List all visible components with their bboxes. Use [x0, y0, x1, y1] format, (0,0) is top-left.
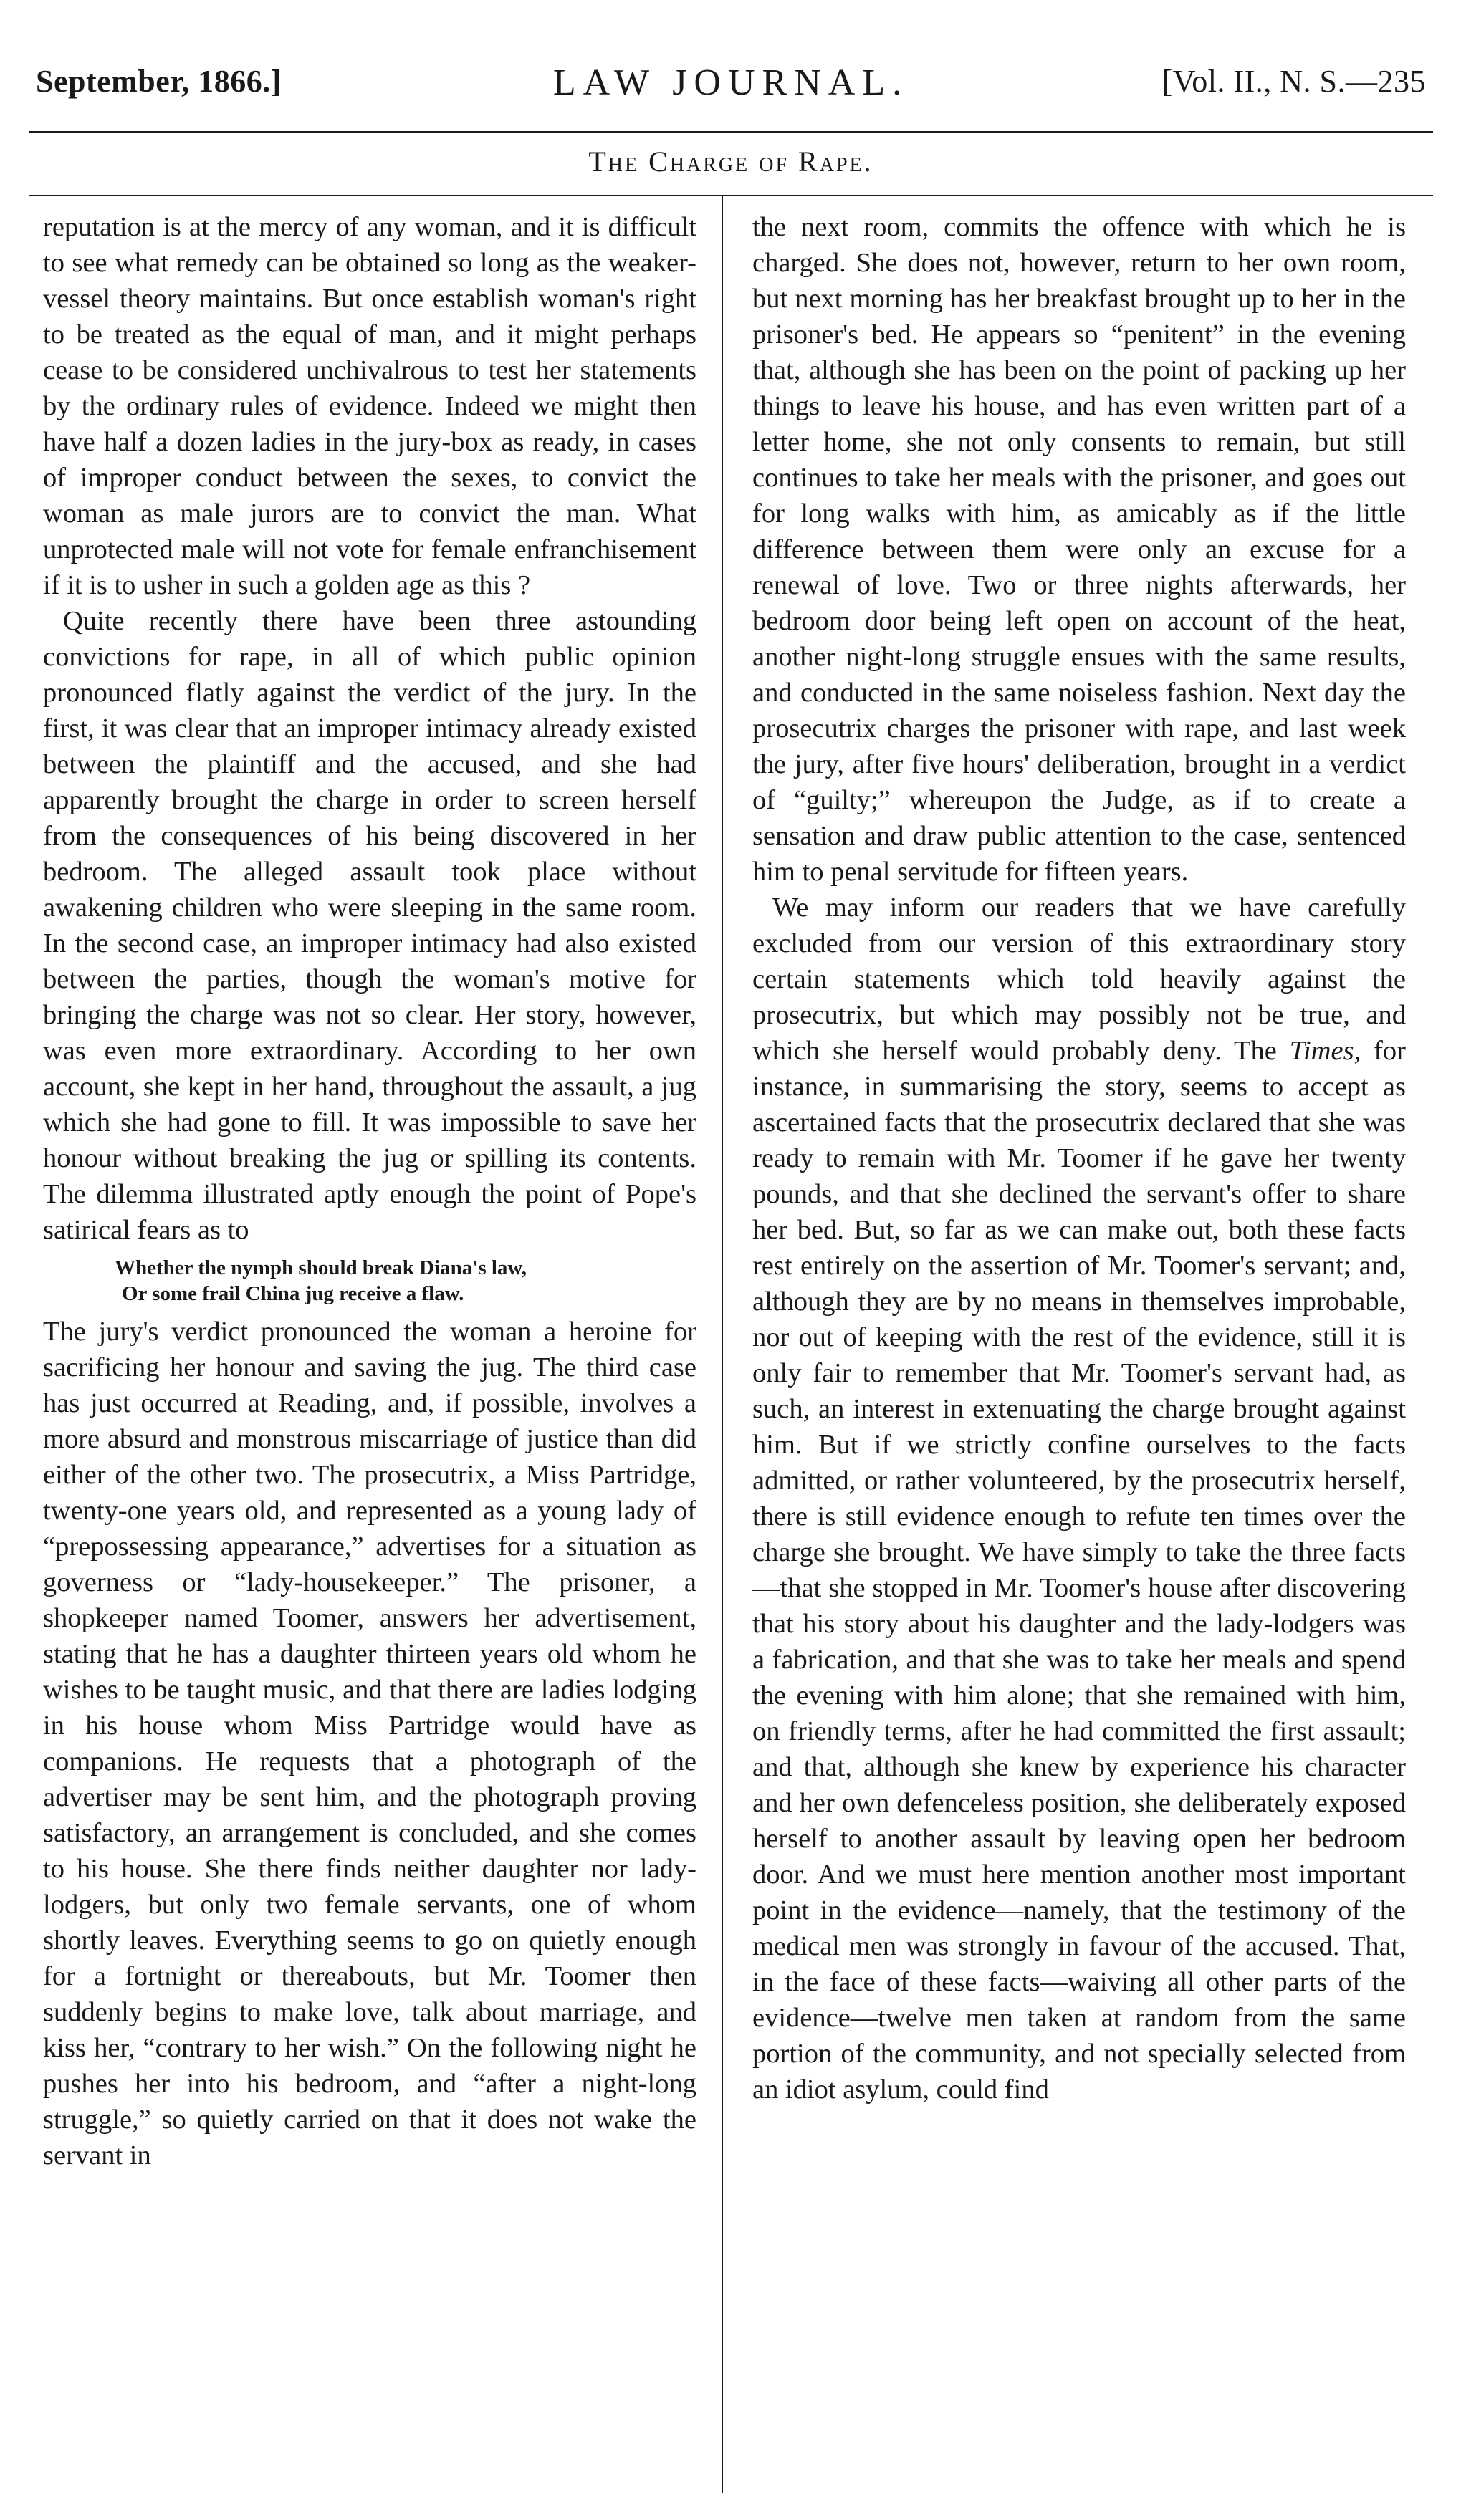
left-paragraph-3: The jury's verdict pronounced the woman a heroine for sacrificing her honour and saving the jug. The third case has just occurred at Reading, and, if possible, involves a more absurd and monstrous miscarriage of justice than did either of the other two. The prosecutrix, a Miss Partridge, twenty-one years old, and represented as a young lady of “prepossessing appearance,” advertises for a situation as governess or “lady-housekeeper.” The prisoner, a shopkeeper named Toomer, answers her advertisement, stating that he has a daughter thirteen years old whom he wishes to be taught music, and that there are ladies lodging in his house whom Miss Partridge would have as companions. He requests that a photograph of the advertiser may be sent him, and the photograph proving satisfactory, an arrangement is concluded, and she comes to his house. She there finds neither daughter nor lady-lodgers, but only two female servants, one of whom shortly leaves. Everything seems to go on quietly enough for a fortnight or thereabouts, but Mr. Toomer then suddenly begins to make love, talk about marriage, and kiss her, “contrary to her wish.” On the following night he pushes her into his bedroom, and “after a night-long struggle,” so quietly carried on that it does not wake the servant in: [43, 1317, 696, 2170]
issue-date: September, 1866.]: [36, 64, 282, 99]
journal-title: LAW JOURNAL.: [552, 62, 909, 103]
left-column: [43, 209, 696, 2173]
header-rule: [29, 131, 1433, 133]
left-paragraph-2: Quite recently there have been three astounding convictions for rape, in all of which public opinion pronounced flatly against the verdict of the jury. In the first, it was clear that an improper intimacy already existed between the plaintiff and the accused, and she had apparently brought the charge in order to screen herself from the consequences of his being discovered in her bedroom. The alleged assault took place without awakening children who were sleeping in the same room. In the second case, an improper intimacy had also existed between the parties, though the woman's motive for bringing the charge was not so clear. Her story, however, was even more extraordinary. According to her own account, she kept in her hand, throughout the assault, a jug which she had gone to fill. It was impossible to save her honour without breaking the jug or spilling its contents. The dilemma illustrated aptly enough the point of Pope's satirical fears as to: [43, 606, 696, 1245]
section-title: The Charge of Rape.: [588, 145, 873, 178]
right-paragraph-2: [752, 890, 1406, 2107]
right-paragraph-1: the next room, commits the offence with which he is charged. She does not, however, return to her own room, but next morning has her breakfast brought up to her in the prisoner's bed. He appears so “penitent” in the evening that, although she has been on the point of packing up her things to leave his house, and has even written part of a letter home, she not only consents to remain, but still continues to take her meals with the prisoner, and goes out for long walks with him, as amicably as if the little difference between them were only an excuse for a renewal of love. Two or three nights afterwards, her bedroom door being left open on account of the heat, another night-long struggle ensues with the same results, and conducted in the same noiseless fashion. Next day the prosecutrix charges the prisoner with rape, and last week the jury, after five hours' deliberation, brought in a verdict of “guilty;” whereupon the Judge, as if to create a sensation and draw public attention to the case, sentenced him to penal servitude for fifteen years.: [752, 212, 1406, 887]
verse-line-2: Or some frail China jug receive a flaw.: [122, 1282, 464, 1305]
column-divider: [722, 196, 723, 2493]
right-paragraph-2-start: We may inform our readers that we have carefully excluded from our version of this extraordinary story certain statements which told heavily against the prosecutrix, but which may possibly not be true, and which she herself would probably deny. The: [752, 893, 1406, 1066]
running-head: [29, 63, 1433, 113]
journal-page: [29, 29, 1433, 2493]
right-paragraph-2-rest: for instance, in summarising the story, seems to accept as ascertained facts that the prosecutrix declared that she was ready to remain with Mr. Toomer if he gave her twenty pounds, and that she declined the servant's offer to share her bed. But, so far as we can make out, both these facts rest entirely on the assertion of Mr. Toomer's servant; and, although they are by no means in themselves improbable, nor out of keeping with the rest of the evidence, still it is only fair to remember that Mr. Toomer's servant had, as such, an interest in extenuating the charge brought against him. But if we strictly confine ourselves to the facts admitted, or rather volunteered, by the prosecutrix herself, there is still evidence enough to refute ten times over the charge she brought. We have simply to take the three facts—that she stopped in Mr. Toomer's house after discovering that his story about his daughter and the lady-lodgers was a fabrication, and that she was to take her meals and spend the evening with him alone; that she remained with him, on friendly terms, after he had committed the first assault; and that, although she knew by experience his character and her own defenceless position, she deliberately exposed herself to another assault by leaving open her bedroom door. And we must here mention another most important point in the evidence—namely, that the testimony of the medical men was strongly in favour of the accused. That, in the face of these facts—waiving all other parts of the evidence—twelve men taken at random from the same portion of the community, and not specially selected from an idiot asylum, could find: [752, 1036, 1406, 2105]
times-newspaper-name: Times,: [1289, 1036, 1361, 1066]
volume-page-number: [Vol. II., N. S.—235: [1161, 64, 1426, 99]
section-rule: [29, 195, 1433, 196]
verse-line-1: Whether the nymph should break Diana's law,: [115, 1256, 527, 1279]
right-column: [752, 209, 1406, 2107]
left-paragraph-1: reputation is at the mercy of any woman, and it is difficult to see what remedy can be obtained so long as the weaker-vessel theory maintains. But once establish woman's right to be treated as the equal of man, and it might perhaps cease to be considered unchivalrous to test her statements by the ordinary rules of evidence. Indeed we might then have half a dozen ladies in the jury-box as ready, in cases of improper conduct between the sexes, to convict the woman as male jurors are to convict the man. What unprotected male will not vote for female enfranchisement if it is to usher in such a golden age as this ?: [43, 212, 696, 600]
verse-quotation: [115, 1255, 696, 1307]
